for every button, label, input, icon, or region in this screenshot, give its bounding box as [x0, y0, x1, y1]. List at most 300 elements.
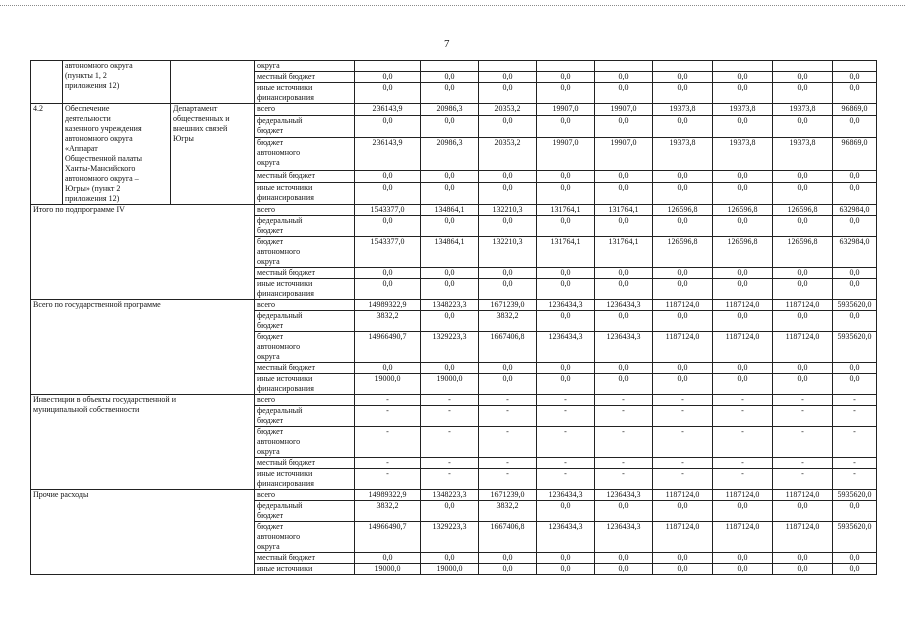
- section-title: Прочие расходы: [31, 490, 255, 575]
- table-row: [31, 61, 877, 72]
- amount-cell: -: [537, 469, 595, 490]
- budget-table: [30, 60, 877, 575]
- amount-cell: 0,0: [773, 182, 833, 204]
- amount-cell: 131764,1: [595, 237, 653, 268]
- amount-cell: 14989322,9: [355, 490, 421, 501]
- amount-cell: [653, 61, 713, 72]
- funding-source-label: всего: [255, 300, 355, 311]
- amount-cell: -: [355, 395, 421, 406]
- amount-cell: 3832,2: [355, 501, 421, 522]
- amount-cell: -: [355, 406, 421, 427]
- amount-cell: 1543377,0: [355, 237, 421, 268]
- amount-cell: 19907,0: [595, 104, 653, 116]
- amount-cell: 0,0: [653, 564, 713, 575]
- amount-cell: -: [833, 427, 877, 458]
- amount-cell: 1348223,3: [421, 490, 479, 501]
- funding-source-label: федеральный бюджет: [255, 115, 355, 137]
- amount-cell: 0,0: [595, 311, 653, 332]
- amount-cell: 19000,0: [355, 374, 421, 395]
- amount-cell: 1187124,0: [773, 522, 833, 553]
- amount-cell: 0,0: [479, 553, 537, 564]
- section-name: автономного округа (пункты 1, 2 приложения 12): [63, 61, 171, 104]
- amount-cell: 0,0: [595, 564, 653, 575]
- amount-cell: 19000,0: [421, 374, 479, 395]
- amount-cell: -: [595, 427, 653, 458]
- amount-cell: 5935620,0: [833, 300, 877, 311]
- amount-cell: 0,0: [773, 83, 833, 104]
- amount-cell: 0,0: [595, 363, 653, 374]
- amount-cell: 0,0: [595, 268, 653, 279]
- amount-cell: 0,0: [773, 170, 833, 182]
- amount-cell: 0,0: [537, 374, 595, 395]
- amount-cell: 0,0: [773, 268, 833, 279]
- amount-cell: -: [421, 406, 479, 427]
- amount-cell: -: [713, 469, 773, 490]
- amount-cell: [833, 61, 877, 72]
- amount-cell: -: [537, 395, 595, 406]
- amount-cell: 0,0: [653, 363, 713, 374]
- amount-cell: -: [713, 395, 773, 406]
- amount-cell: 0,0: [833, 279, 877, 300]
- amount-cell: 1348223,3: [421, 300, 479, 311]
- amount-cell: 134864,1: [421, 237, 479, 268]
- amount-cell: 1187124,0: [713, 300, 773, 311]
- amount-cell: 14966490,7: [355, 332, 421, 363]
- amount-cell: -: [653, 458, 713, 469]
- amount-cell: 1187124,0: [773, 490, 833, 501]
- amount-cell: 1543377,0: [355, 205, 421, 216]
- amount-cell: 0,0: [773, 374, 833, 395]
- amount-cell: 1329223,3: [421, 332, 479, 363]
- funding-source-label: всего: [255, 490, 355, 501]
- amount-cell: 0,0: [595, 374, 653, 395]
- funding-source-label: иные источники финансирования: [255, 182, 355, 204]
- amount-cell: 1236434,3: [595, 332, 653, 363]
- amount-cell: 0,0: [479, 83, 537, 104]
- amount-cell: 0,0: [595, 279, 653, 300]
- amount-cell: -: [479, 458, 537, 469]
- amount-cell: -: [537, 406, 595, 427]
- funding-source-label: округа: [255, 61, 355, 72]
- amount-cell: 0,0: [421, 170, 479, 182]
- amount-cell: 1236434,3: [537, 522, 595, 553]
- amount-cell: 0,0: [355, 279, 421, 300]
- amount-cell: 0,0: [833, 363, 877, 374]
- amount-cell: [595, 61, 653, 72]
- amount-cell: -: [421, 427, 479, 458]
- amount-cell: 0,0: [713, 170, 773, 182]
- amount-cell: 0,0: [595, 115, 653, 137]
- amount-cell: 1236434,3: [537, 300, 595, 311]
- funding-source-label: всего: [255, 395, 355, 406]
- section-title: Инвестиции в объекты государственной и муниципальной собственности: [31, 395, 255, 490]
- amount-cell: 1236434,3: [595, 300, 653, 311]
- amount-cell: 3832,2: [479, 311, 537, 332]
- amount-cell: 0,0: [421, 279, 479, 300]
- amount-cell: 132210,3: [479, 205, 537, 216]
- amount-cell: 0,0: [479, 564, 537, 575]
- amount-cell: 0,0: [653, 268, 713, 279]
- funding-source-label: местный бюджет: [255, 72, 355, 83]
- amount-cell: 0,0: [653, 216, 713, 237]
- amount-cell: 0,0: [537, 564, 595, 575]
- funding-source-label: всего: [255, 205, 355, 216]
- amount-cell: 0,0: [595, 182, 653, 204]
- funding-source-label: иные источники: [255, 564, 355, 575]
- amount-cell: -: [653, 406, 713, 427]
- amount-cell: 236143,9: [355, 138, 421, 171]
- amount-cell: 126596,8: [713, 205, 773, 216]
- amount-cell: 0,0: [355, 115, 421, 137]
- amount-cell: 0,0: [355, 170, 421, 182]
- amount-cell: 0,0: [537, 72, 595, 83]
- amount-cell: 0,0: [833, 216, 877, 237]
- amount-cell: -: [653, 469, 713, 490]
- budget-table-body: [31, 61, 877, 575]
- page-top-rule: [0, 5, 905, 6]
- amount-cell: 0,0: [355, 268, 421, 279]
- table-row: [31, 490, 877, 501]
- amount-cell: -: [595, 395, 653, 406]
- funding-source-label: федеральный бюджет: [255, 311, 355, 332]
- amount-cell: -: [421, 469, 479, 490]
- amount-cell: 0,0: [537, 311, 595, 332]
- amount-cell: 0,0: [713, 72, 773, 83]
- amount-cell: -: [537, 427, 595, 458]
- amount-cell: -: [421, 395, 479, 406]
- amount-cell: -: [421, 458, 479, 469]
- amount-cell: 0,0: [479, 182, 537, 204]
- funding-source-label: бюджет автономного округа: [255, 427, 355, 458]
- amount-cell: 96869,0: [833, 104, 877, 116]
- amount-cell: 0,0: [421, 216, 479, 237]
- amount-cell: 0,0: [773, 501, 833, 522]
- amount-cell: 0,0: [421, 182, 479, 204]
- amount-cell: 126596,8: [653, 237, 713, 268]
- amount-cell: 19373,8: [653, 104, 713, 116]
- amount-cell: 236143,9: [355, 104, 421, 116]
- amount-cell: -: [773, 458, 833, 469]
- section-name: Обеспечение деятельности казенного учреждения автономного округа «Аппарат Общественной палаты Ханты-Мансийского автономного округа – Югры» (пункт 2 приложения 12): [63, 104, 171, 205]
- amount-cell: 1667406,8: [479, 522, 537, 553]
- amount-cell: 1667406,8: [479, 332, 537, 363]
- amount-cell: 0,0: [773, 363, 833, 374]
- amount-cell: 0,0: [833, 115, 877, 137]
- amount-cell: -: [713, 458, 773, 469]
- amount-cell: 0,0: [833, 72, 877, 83]
- amount-cell: -: [479, 395, 537, 406]
- amount-cell: 0,0: [833, 553, 877, 564]
- amount-cell: 0,0: [773, 216, 833, 237]
- amount-cell: -: [833, 469, 877, 490]
- amount-cell: 0,0: [479, 363, 537, 374]
- amount-cell: 134864,1: [421, 205, 479, 216]
- amount-cell: -: [537, 458, 595, 469]
- amount-cell: 0,0: [595, 170, 653, 182]
- funding-source-label: бюджет автономного округа: [255, 138, 355, 171]
- amount-cell: -: [595, 406, 653, 427]
- amount-cell: 0,0: [713, 564, 773, 575]
- amount-cell: 0,0: [713, 115, 773, 137]
- amount-cell: 0,0: [833, 170, 877, 182]
- amount-cell: -: [773, 395, 833, 406]
- funding-source-label: местный бюджет: [255, 363, 355, 374]
- amount-cell: 0,0: [355, 553, 421, 564]
- amount-cell: 0,0: [355, 83, 421, 104]
- amount-cell: 0,0: [773, 553, 833, 564]
- amount-cell: 126596,8: [713, 237, 773, 268]
- amount-cell: -: [595, 458, 653, 469]
- amount-cell: [355, 61, 421, 72]
- amount-cell: 1671239,0: [479, 300, 537, 311]
- amount-cell: 0,0: [713, 182, 773, 204]
- amount-cell: 0,0: [421, 363, 479, 374]
- amount-cell: 0,0: [713, 83, 773, 104]
- amount-cell: 0,0: [653, 182, 713, 204]
- amount-cell: 3832,2: [355, 311, 421, 332]
- amount-cell: 0,0: [537, 279, 595, 300]
- amount-cell: -: [355, 458, 421, 469]
- funding-source-label: иные источники финансирования: [255, 374, 355, 395]
- amount-cell: -: [773, 427, 833, 458]
- amount-cell: -: [479, 427, 537, 458]
- amount-cell: 20986,3: [421, 138, 479, 171]
- amount-cell: 1187124,0: [773, 300, 833, 311]
- amount-cell: 0,0: [421, 268, 479, 279]
- amount-cell: 0,0: [595, 553, 653, 564]
- amount-cell: 126596,8: [773, 205, 833, 216]
- amount-cell: 131764,1: [537, 205, 595, 216]
- funding-source-label: бюджет автономного округа: [255, 237, 355, 268]
- funding-source-label: федеральный бюджет: [255, 501, 355, 522]
- amount-cell: -: [713, 427, 773, 458]
- amount-cell: 1187124,0: [653, 490, 713, 501]
- funding-source-label: местный бюджет: [255, 458, 355, 469]
- amount-cell: 0,0: [355, 72, 421, 83]
- amount-cell: 0,0: [833, 311, 877, 332]
- section-title: Итого по подпрограмме IV: [31, 205, 255, 300]
- amount-cell: 1187124,0: [713, 522, 773, 553]
- amount-cell: 0,0: [773, 72, 833, 83]
- amount-cell: 0,0: [479, 72, 537, 83]
- amount-cell: 0,0: [355, 363, 421, 374]
- amount-cell: 0,0: [537, 268, 595, 279]
- funding-source-label: иные источники финансирования: [255, 83, 355, 104]
- amount-cell: 0,0: [653, 553, 713, 564]
- amount-cell: 19000,0: [355, 564, 421, 575]
- amount-cell: 1187124,0: [653, 522, 713, 553]
- amount-cell: -: [833, 458, 877, 469]
- amount-cell: 19000,0: [421, 564, 479, 575]
- amount-cell: 0,0: [713, 501, 773, 522]
- amount-cell: 1187124,0: [713, 490, 773, 501]
- amount-cell: 0,0: [713, 374, 773, 395]
- amount-cell: 0,0: [833, 564, 877, 575]
- amount-cell: 20353,2: [479, 104, 537, 116]
- amount-cell: 19907,0: [595, 138, 653, 171]
- funding-source-label: всего: [255, 104, 355, 116]
- amount-cell: 0,0: [595, 501, 653, 522]
- amount-cell: 0,0: [653, 311, 713, 332]
- amount-cell: 0,0: [773, 279, 833, 300]
- amount-cell: 0,0: [537, 170, 595, 182]
- amount-cell: 126596,8: [653, 205, 713, 216]
- amount-cell: [713, 61, 773, 72]
- amount-cell: -: [355, 469, 421, 490]
- funding-source-label: местный бюджет: [255, 170, 355, 182]
- amount-cell: 0,0: [653, 374, 713, 395]
- amount-cell: 131764,1: [537, 237, 595, 268]
- amount-cell: 1187124,0: [653, 332, 713, 363]
- amount-cell: 19373,8: [713, 138, 773, 171]
- amount-cell: 0,0: [653, 170, 713, 182]
- amount-cell: 0,0: [479, 170, 537, 182]
- amount-cell: 0,0: [421, 83, 479, 104]
- amount-cell: 0,0: [595, 216, 653, 237]
- amount-cell: 0,0: [537, 115, 595, 137]
- amount-cell: 0,0: [479, 268, 537, 279]
- amount-cell: -: [595, 469, 653, 490]
- amount-cell: 0,0: [479, 279, 537, 300]
- funding-source-label: иные источники финансирования: [255, 469, 355, 490]
- section-executor: [171, 61, 255, 104]
- funding-source-label: местный бюджет: [255, 268, 355, 279]
- amount-cell: 0,0: [595, 83, 653, 104]
- amount-cell: 0,0: [537, 216, 595, 237]
- amount-cell: 20353,2: [479, 138, 537, 171]
- table-row: [31, 300, 877, 311]
- amount-cell: 96869,0: [833, 138, 877, 171]
- amount-cell: -: [653, 427, 713, 458]
- section-number: [31, 61, 63, 104]
- amount-cell: 0,0: [713, 363, 773, 374]
- amount-cell: 0,0: [653, 115, 713, 137]
- amount-cell: -: [773, 469, 833, 490]
- amount-cell: 1236434,3: [595, 522, 653, 553]
- funding-source-label: иные источники финансирования: [255, 279, 355, 300]
- amount-cell: 19907,0: [537, 138, 595, 171]
- amount-cell: 5935620,0: [833, 522, 877, 553]
- amount-cell: -: [479, 469, 537, 490]
- amount-cell: 0,0: [833, 374, 877, 395]
- amount-cell: [421, 61, 479, 72]
- amount-cell: 19373,8: [713, 104, 773, 116]
- amount-cell: 0,0: [773, 311, 833, 332]
- amount-cell: 0,0: [653, 501, 713, 522]
- funding-source-label: федеральный бюджет: [255, 406, 355, 427]
- table-row: [31, 205, 877, 216]
- amount-cell: 0,0: [653, 83, 713, 104]
- amount-cell: 0,0: [653, 72, 713, 83]
- amount-cell: 0,0: [479, 216, 537, 237]
- amount-cell: 632984,0: [833, 205, 877, 216]
- amount-cell: 14966490,7: [355, 522, 421, 553]
- amount-cell: -: [653, 395, 713, 406]
- amount-cell: 3832,2: [479, 501, 537, 522]
- amount-cell: -: [355, 427, 421, 458]
- amount-cell: 0,0: [653, 279, 713, 300]
- amount-cell: 0,0: [479, 115, 537, 137]
- amount-cell: 0,0: [833, 268, 877, 279]
- amount-cell: -: [773, 406, 833, 427]
- amount-cell: 0,0: [421, 311, 479, 332]
- amount-cell: 132210,3: [479, 237, 537, 268]
- amount-cell: 19373,8: [773, 104, 833, 116]
- amount-cell: 0,0: [713, 216, 773, 237]
- amount-cell: 0,0: [421, 72, 479, 83]
- amount-cell: 0,0: [713, 279, 773, 300]
- amount-cell: 1187124,0: [713, 332, 773, 363]
- page-number: 7: [444, 38, 450, 50]
- funding-source-label: местный бюджет: [255, 553, 355, 564]
- amount-cell: 1671239,0: [479, 490, 537, 501]
- section-number: 4.2: [31, 104, 63, 205]
- amount-cell: 20986,3: [421, 104, 479, 116]
- amount-cell: -: [833, 406, 877, 427]
- amount-cell: -: [479, 406, 537, 427]
- amount-cell: 0,0: [713, 268, 773, 279]
- amount-cell: 0,0: [355, 182, 421, 204]
- amount-cell: 5935620,0: [833, 332, 877, 363]
- section-title: Всего по государственной программе: [31, 300, 255, 395]
- amount-cell: 632984,0: [833, 237, 877, 268]
- section-executor: Департамент общественных и внешних связей Югры: [171, 104, 255, 205]
- amount-cell: -: [713, 406, 773, 427]
- amount-cell: [773, 61, 833, 72]
- amount-cell: 19373,8: [653, 138, 713, 171]
- amount-cell: 1187124,0: [653, 300, 713, 311]
- amount-cell: 126596,8: [773, 237, 833, 268]
- amount-cell: 0,0: [421, 501, 479, 522]
- amount-cell: 1236434,3: [595, 490, 653, 501]
- amount-cell: [479, 61, 537, 72]
- funding-source-label: бюджет автономного округа: [255, 522, 355, 553]
- amount-cell: 0,0: [833, 501, 877, 522]
- amount-cell: 0,0: [421, 553, 479, 564]
- amount-cell: 0,0: [713, 553, 773, 564]
- amount-cell: 1187124,0: [773, 332, 833, 363]
- amount-cell: [537, 61, 595, 72]
- amount-cell: 1329223,3: [421, 522, 479, 553]
- amount-cell: -: [833, 395, 877, 406]
- amount-cell: 0,0: [537, 553, 595, 564]
- amount-cell: 19373,8: [773, 138, 833, 171]
- amount-cell: 0,0: [537, 501, 595, 522]
- amount-cell: 131764,1: [595, 205, 653, 216]
- amount-cell: 1236434,3: [537, 332, 595, 363]
- table-row: [31, 104, 877, 116]
- amount-cell: 5935620,0: [833, 490, 877, 501]
- amount-cell: 0,0: [479, 374, 537, 395]
- amount-cell: 0,0: [833, 182, 877, 204]
- amount-cell: 0,0: [421, 115, 479, 137]
- amount-cell: 0,0: [773, 564, 833, 575]
- amount-cell: 0,0: [773, 115, 833, 137]
- amount-cell: 19907,0: [537, 104, 595, 116]
- amount-cell: 0,0: [713, 311, 773, 332]
- funding-source-label: федеральный бюджет: [255, 216, 355, 237]
- amount-cell: 0,0: [833, 83, 877, 104]
- amount-cell: 1236434,3: [537, 490, 595, 501]
- table-row: [31, 395, 877, 406]
- amount-cell: 0,0: [537, 182, 595, 204]
- amount-cell: 0,0: [595, 72, 653, 83]
- amount-cell: 0,0: [355, 216, 421, 237]
- funding-source-label: бюджет автономного округа: [255, 332, 355, 363]
- amount-cell: 0,0: [537, 363, 595, 374]
- amount-cell: 14989322,9: [355, 300, 421, 311]
- amount-cell: 0,0: [537, 83, 595, 104]
